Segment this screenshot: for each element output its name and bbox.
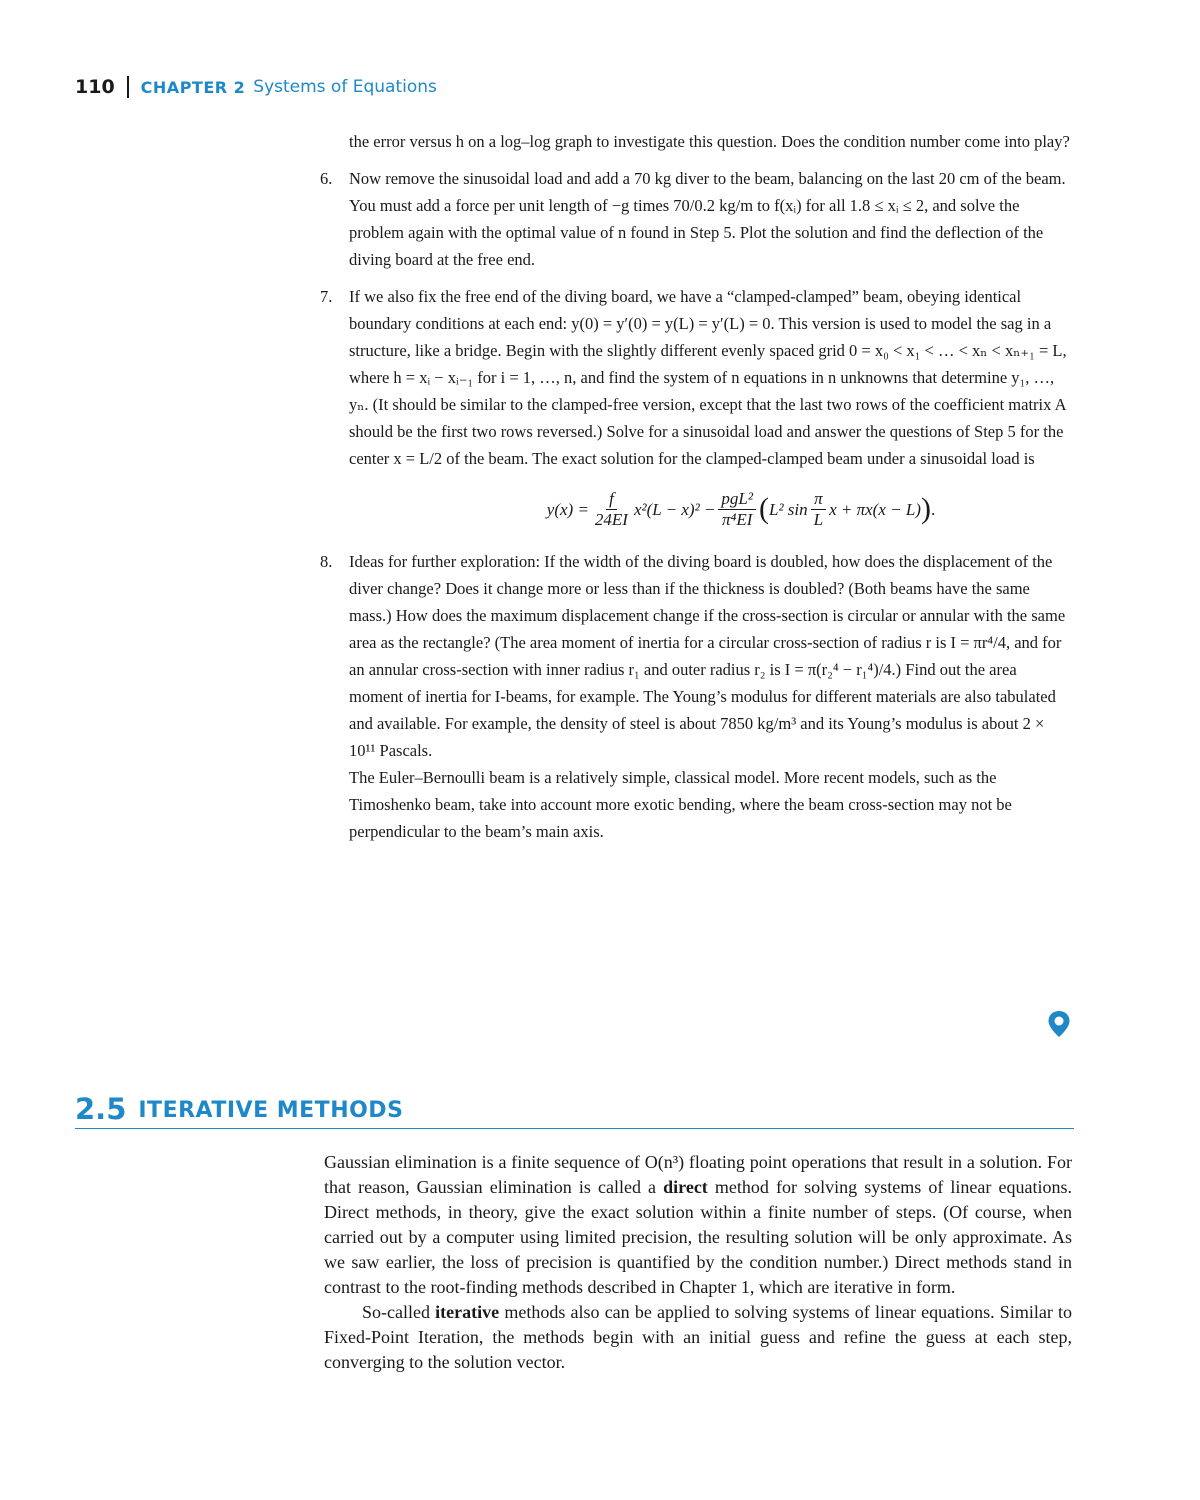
eq-fraction-1-den: 24EI [594, 509, 628, 529]
item-number: 6. [320, 169, 333, 188]
eq-inner-a: L² sin [768, 499, 808, 519]
item-number: 7. [320, 287, 333, 306]
eq-fraction-2-den: π⁴EI [721, 509, 753, 529]
paragraph-text: Gaussian elimination is a finite sequence of O(n³) floating point operations that result in a solution. For that reason, Gaussian elimination is called a [324, 1152, 1072, 1197]
eq-fraction-2-num: pgL² [718, 489, 756, 510]
section-body [324, 1150, 1072, 1375]
eq-fraction-3-den: L [813, 509, 824, 529]
continuation-text: the error versus h on a log–log graph to investigate this question. Does the condition number come into play? [349, 132, 1070, 151]
paragraph-text: methods also can be applied to solving systems of linear equations. Similar to Fixed-Point Iteration, the methods begin with an initial guess and refine the guess at each step, converging to the solution vector. [324, 1302, 1072, 1372]
body-paragraph-2 [324, 1300, 1072, 1375]
list-item-7 [320, 283, 1073, 534]
list-item-8 [320, 548, 1073, 764]
display-equation [349, 484, 1073, 534]
eq-inner-b: x + πx(x − L) [829, 499, 921, 519]
eq-fraction-3-num: π [811, 489, 826, 510]
paragraph-text: method for solving systems of linear equations. Direct methods, in theory, give the exact solution within a finite number of steps. (Of course, when carried out by a computer using limited precision, the resulting solution will be only approximate. As we saw earlier, the loss of precision is quantified by the condition number.) Direct methods stand in contrast to the root-finding methods described in Chapter 1, which are iterative in form. [324, 1177, 1073, 1297]
page-number: 110 [75, 76, 115, 98]
running-header [75, 72, 437, 102]
eq-fraction-2 [718, 489, 756, 530]
bold-term: iterative [435, 1302, 500, 1322]
paragraph-text: So-called [362, 1302, 436, 1322]
location-pin-icon [1047, 1010, 1071, 1038]
eq-fraction-1 [592, 489, 631, 530]
body-paragraph-1 [324, 1150, 1072, 1300]
eq-term-1: x²(L − x)² − [633, 499, 716, 519]
header-divider [127, 76, 129, 98]
eq-fraction-3 [811, 489, 826, 530]
chapter-label: CHAPTER 2 [140, 77, 246, 97]
eq-open-paren: ( [758, 492, 769, 525]
eq-close-paren: ) [920, 492, 931, 525]
item-text: If we also fix the free end of the diving board, we have a “clamped-clamped” beam, obeying identical boundary conditions at each end: y(0) = y′(0) = y(L) = y′(L) = 0. This version is used to model the sag in a structure, like a bridge. Begin with the slightly different evenly spaced grid 0 = x₀ < x₁ < … < xₙ < xₙ₊₁ = L, where h = xᵢ − xᵢ₋₁ for i = 1, …, n, and find the system of n equations in n unknowns that determine y₁, …, yₙ. (It should be similar to the clamped-free version, except that the last two rows of the coefficient matrix A should be the first two rows reversed.) Solve for a sinusoidal load and answer the questions of Step 5 for the center x = L/2 of the beam. The exact solution for the clamped-clamped beam under a sinusoidal load is [349, 287, 1067, 468]
section-title: ITERATIVE METHODS [138, 1098, 404, 1123]
item-text: Ideas for further exploration: If the width of the diving board is doubled, how does the displacement of the diver change? Does it change more or less than if the thickness is doubled? (Both beams have the same mass.) How does the maximum displacement change if the cross-section is circular or annular with the same area as the rectangle? (The area moment of inertia for a circular cross-section of radius r is I = πr⁴/4, and for an annular cross-section with inner radius r₁ and outer radius r₂ is I = π(r₂⁴ − r₁⁴)/4.) Find out the area moment of inertia for I-beams, for example. The Young’s modulus for different materials are also tabulated and available. For example, the density of steel is about 7850 kg/m³ and its Young’s modulus is about 2 × 10¹¹ Pascals. [349, 552, 1066, 760]
chapter-title: Systems of Equations [253, 77, 437, 97]
list-item-6 [320, 165, 1073, 273]
section-number: 2.5 [75, 1092, 127, 1126]
bold-term: direct [663, 1177, 708, 1197]
item-number: 8. [320, 552, 333, 571]
eq-lhs: y(x) = [546, 499, 589, 519]
closing-paragraph: The Euler–Bernoulli beam is a relatively simple, classical model. More recent models, such as the Timoshenko beam, take into account more exotic bending, where the beam cross-section may not be perpendicular to the beam’s main axis. [349, 768, 1012, 841]
eq-tail: . [930, 499, 936, 519]
section-heading [75, 1088, 1074, 1129]
eq-fraction-1-num: f [606, 489, 617, 510]
item-text: Now remove the sinusoidal load and add a 70 kg diver to the beam, balancing on the last 20 cm of the beam. You must add a force per unit length of −g times 70/0.2 kg/m to f(xᵢ) for all 1.8 ≤ xᵢ ≤ 2, and solve the problem again with the optimal value of n found in Step 5. Plot the solution and find the deflection of the diving board at the free end. [349, 169, 1066, 269]
exercise-continuation [320, 128, 1073, 845]
